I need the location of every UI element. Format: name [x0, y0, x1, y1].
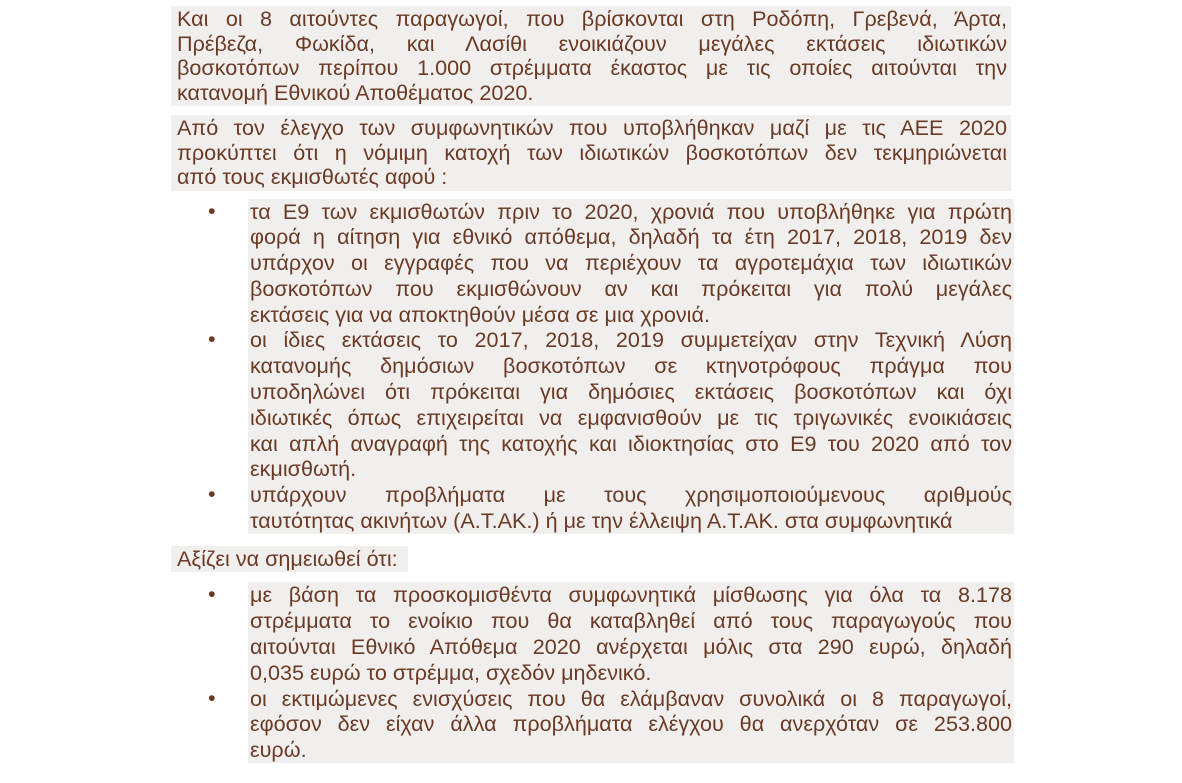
- bullet-icon: •: [208, 684, 216, 710]
- text-line: κατανομή Εθνικού Αποθέματος 2020.: [177, 79, 534, 105]
- notes-list: [171, 582, 1011, 763]
- bullet-icon: •: [208, 481, 216, 507]
- text-line: Πρέβεζα, Φωκίδα, και Λασίθι ενοικιάζουν μεγάλες εκτάσεις ιδιωτικών: [177, 30, 1007, 56]
- list-item: [208, 199, 1014, 328]
- text-line: κατανομής δημόσιων βοσκοτόπων σε κτηνοτρόφους πράγμα που: [250, 353, 1012, 379]
- text-line: υπάρχουν προβλήματα με τους χρησιμοποιούμενους αριθμούς: [250, 482, 1012, 508]
- text-line: Αξίζει να σημειωθεί ότι:: [177, 545, 398, 571]
- text-line: ταυτότητας ακινήτων (Α.Τ.ΑΚ.) ή με την έλλειψη Α.Τ.ΑΚ. στα συμφωνητικά: [250, 508, 953, 534]
- list-item-text: [248, 686, 1014, 763]
- text-line: οι εκτιμώμενες ενισχύσεις που θα ελάμβαναν συνολικά οι 8 παραγωγοί,: [250, 685, 1012, 711]
- text-line: βοσκοτόπων περίπου 1.000 στρέμματα έκαστος με τις οποίες αιτούνται την: [177, 55, 1007, 80]
- text-line: ευρώ.: [250, 737, 307, 763]
- text-line: εφόσον δεν είχαν άλλα προβλήματα ελέγχου θα ανερχόταν σε 253.800: [250, 711, 1012, 737]
- text-line: Και οι 8 αιτούντες παραγωγοί, που βρίσκονται στη Ροδόπη, Γρεβενά, Άρτα,: [177, 6, 1007, 31]
- text-line: ιδιωτικές όπως επιχειρείται να εμφανισθούν με τις τριγωνικές ενοικιάσεις: [250, 404, 1012, 430]
- list-item-text: [248, 582, 1014, 685]
- text-line: από τους εκμισθωτές αφού :: [177, 164, 448, 189]
- text-line: υποδηλώνει ότι πρόκειται για δημόσιες εκτάσεις βοσκοτόπων και όχι: [250, 379, 1012, 405]
- text-line: φορά η αίτηση για εθνικό απόθεμα, δηλαδή τα έτη 2017, 2018, 2019 δεν: [250, 224, 1012, 250]
- text-line: υπάρχον οι εγγραφές που να περιέχουν τα αγροτεμάχια των ιδιωτικών: [250, 250, 1012, 276]
- text-line: εκμισθωτή.: [250, 456, 357, 482]
- text-line: τα Ε9 των εκμισθωτών πριν το 2020, χρονιά που υποβλήθηκε για πρώτη: [250, 198, 1012, 224]
- findings-list: [171, 199, 1011, 534]
- paragraph-producers: [171, 6, 1011, 106]
- text-line: με βάση τα προσκομισθέντα συμφωνητικά μίσθωσης για όλα τα 8.178: [250, 582, 1012, 608]
- bullet-icon: •: [208, 326, 216, 352]
- text-line: προκύπτει ότι η νόμιμη κατοχή των ιδιωτικών βοσκοτόπων δεν τεκμηριώνεται: [177, 139, 1007, 165]
- text-line: οι ίδιες εκτάσεις το 2017, 2018, 2019 συμμετείχαν στην Τεχνική Λύση: [250, 327, 1012, 353]
- text-line: αιτούνται Εθνικό Απόθεμα 2020 ανέρχεται μόλις στα 290 ευρώ, δηλαδή: [250, 633, 1012, 659]
- list-item-text: [248, 482, 1014, 534]
- list-item: [208, 686, 1014, 763]
- paragraph-note: [171, 546, 408, 573]
- list-item: [208, 327, 1014, 482]
- text-line: βοσκοτόπων που εκμισθώνουν αν και πρόκειται για πολύ μεγάλες: [250, 275, 1012, 301]
- text-line: 0,035 ευρώ το στρέμμα, σχεδόν μηδενικό.: [250, 659, 652, 685]
- list-item-text: [248, 199, 1014, 328]
- text-line: εκτάσεις για να αποκτηθούν μέσα σε μια χρονιά.: [250, 301, 710, 327]
- text-line: στρέμματα το ενοίκιο που θα καταβληθεί από τους παραγωγούς που: [250, 608, 1012, 634]
- bullet-icon: •: [208, 581, 216, 607]
- document-body: [171, 6, 1011, 763]
- text-line: Από τον έλεγχο των συμφωνητικών που υποβλήθηκαν μαζί με τις ΑΕΕ 2020: [177, 115, 1007, 140]
- bullet-icon: •: [208, 197, 216, 223]
- list-item-text: [248, 327, 1014, 482]
- paragraph-contracts-check: [171, 115, 1011, 191]
- list-item: [208, 582, 1014, 685]
- text-line: και απλή αναγραφή της κατοχής και ιδιοκτησίας στο Ε9 του 2020 από τον: [250, 430, 1012, 456]
- list-item: [208, 482, 1014, 534]
